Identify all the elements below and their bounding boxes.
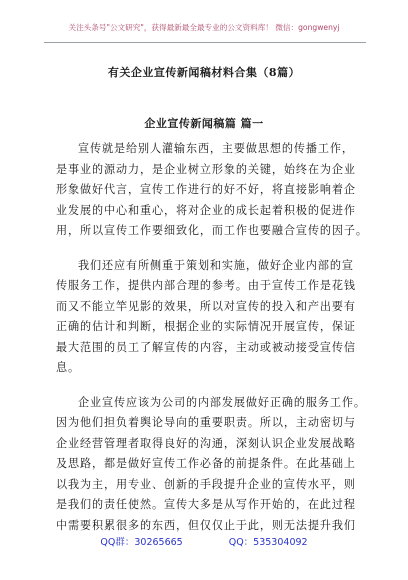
text-line: 传服务工作，提供内部合理的参考。由于宣传工作是花钱 [56,279,356,292]
paragraph-3 [56,393,366,537]
text-line: 业发展的中心和重心，将对企业的成长起着积极的促进作 [56,203,356,217]
text-line: 宣传就是给别人灌输东西，主要做思想的传播工作， [78,142,354,155]
text-line: 以我为主，用专业、创新的手段提升企业的宣传水平，则 [56,477,356,491]
footer-qq-group: QQ群：30265665 [100,537,183,548]
text-line: 我们还应有所侧重于策划和实施，做好企业内部的宣 [78,258,354,272]
text-line: 正确的估计和判断，根据企业的实际情况开展宣传，保证 [56,320,356,333]
header-banner: 关注头条号"公文研究"，获得最新最全最专业的公文资料库！ 微信：gongwenyj [68,23,340,32]
text-line: 而又不能立竿见影的效果，所以对宣传的投入和产出要有 [56,299,356,313]
text-line: 及思路，都是做好宣传工作必备的前提条件。在此基础上 [56,457,356,470]
text-line: 形象做好代言，宣传工作进行的好不好，将直接影响着企 [56,183,356,196]
paragraph-1 [56,139,368,242]
paragraph-2 [56,256,356,379]
text-line: 是我们的责任使然。宣传大多是从写作开始的，在此过程 [56,498,356,511]
text-line: 因为他们担负着舆论导向的重要职责。所以，主动密切与 [56,416,356,429]
text-line: 企业宣传应该为公司的内部发展做好正确的服务工作。 [78,395,366,409]
text-line: 中需要积累很多的东西，但仅仅止于此，则无法提升我们 [56,518,356,532]
document-body [56,139,368,550]
text-line: 最大范围的员工了解宣传的内容，主动或被动接受宣传信 [56,340,356,354]
footer-qq: QQ：535304092 [228,537,308,548]
footer-contact [0,534,408,548]
text-line: 是事业的源动力，是企业树立形象的关键，始终在为企业 [56,162,356,176]
text-line: 息。 [56,361,80,374]
text-line: 用，所以宣传工作要细致化，而工作也要融合宣传的因子。 [56,224,368,237]
section-title: 企业宣传新闻稿篇 篇一 [144,117,264,130]
document-title: 有关企业宣传新闻稿材料合集（8篇） [107,66,301,79]
header-divider [44,42,366,43]
text-line: 企业经营管理者取得良好的沟通，深刻认识企业发展战略 [56,436,356,450]
